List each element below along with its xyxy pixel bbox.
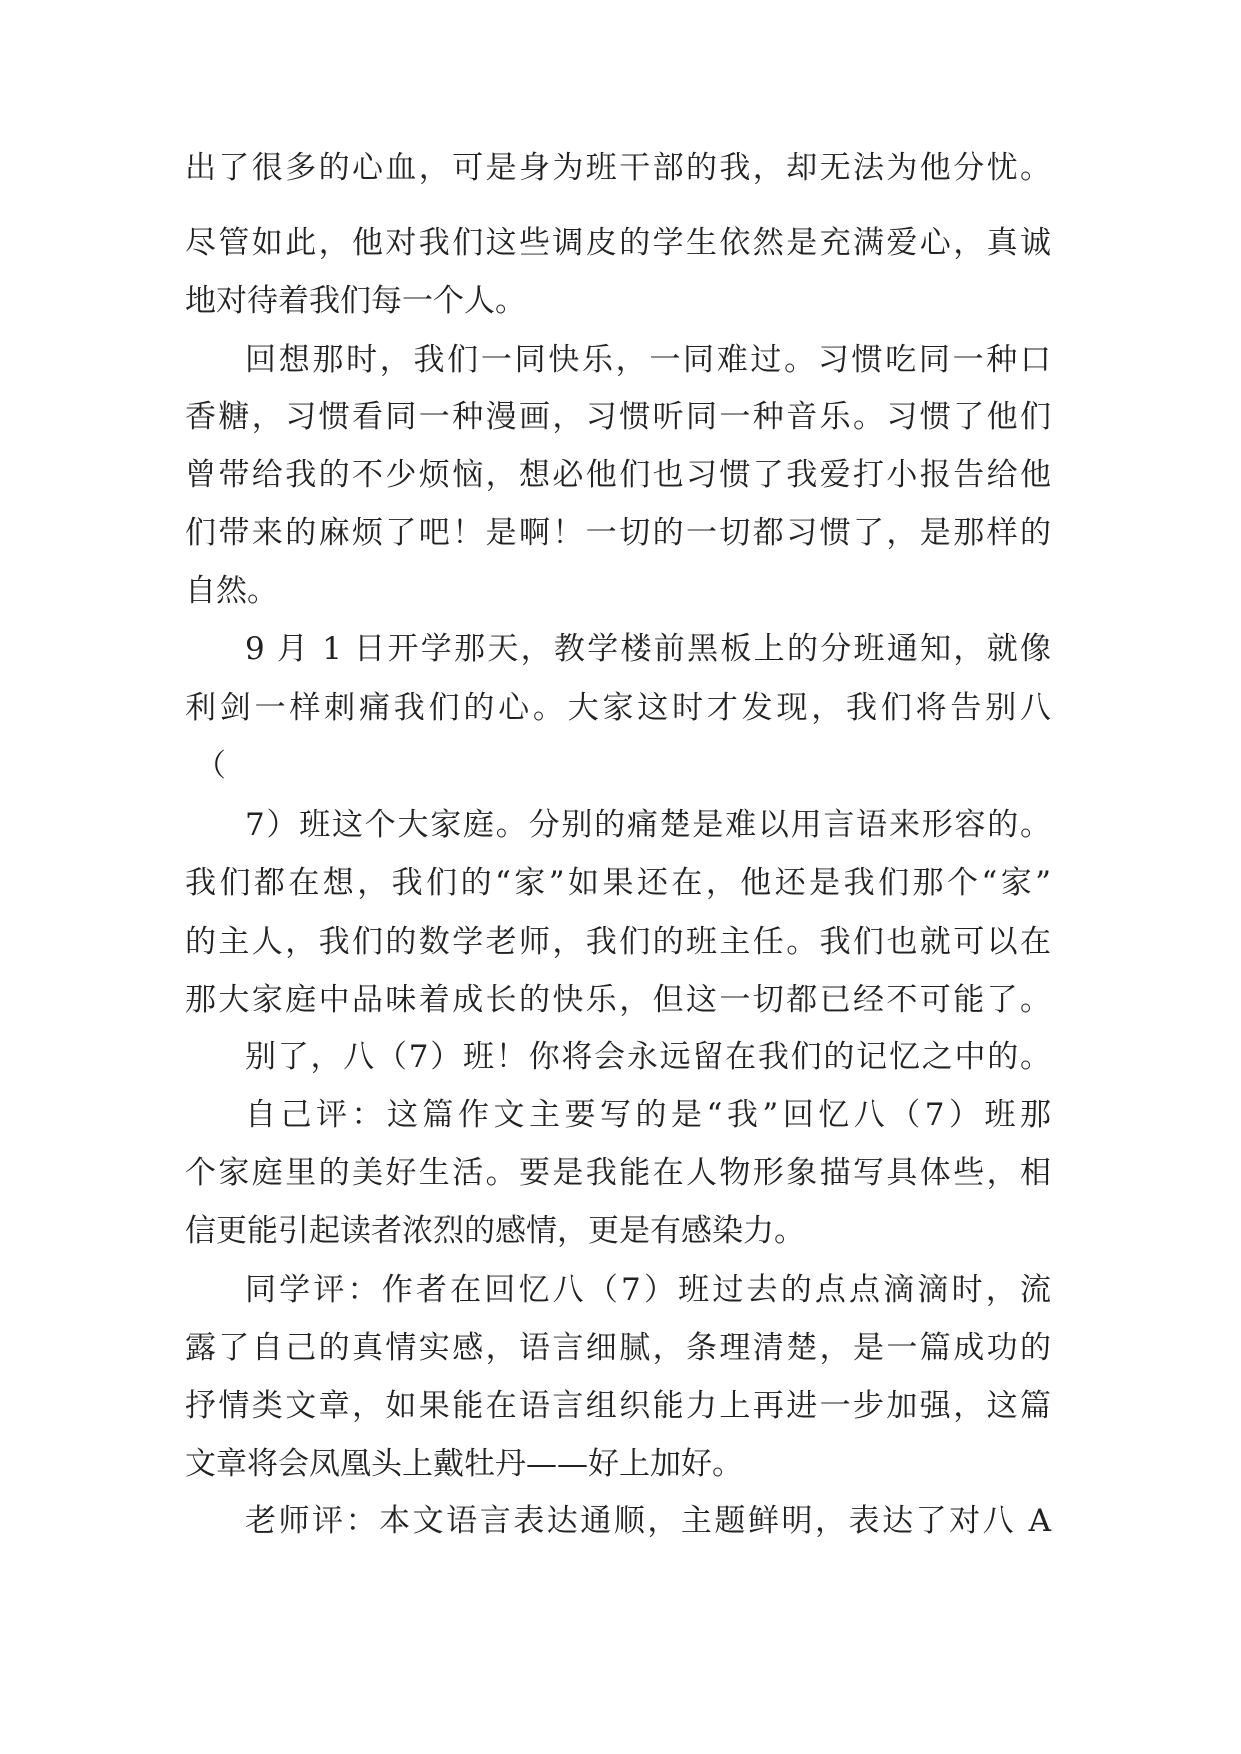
text-line-19: 信更能引起读者浓烈的感情，更是有感染力。 xyxy=(185,1213,805,1249)
text-line-2: 尽管如此，他对我们这些调皮的学生依然是充满爱心，真诚 xyxy=(185,225,1051,261)
text-line-14: 的主人，我们的数学老师，我们的班主任。我们也就可以在 xyxy=(185,924,1051,960)
text-line-15: 那大家庭中品味着成长的快乐，但这一切都已经不可能了。 xyxy=(185,982,1051,1018)
text-line-24: 老师评：本文语言表达通顺，主题鲜明，表达了对八 A xyxy=(245,1503,1051,1539)
text-line-17: 自己评：这篇作文主要写的是“我”回忆八（7）班那 xyxy=(245,1097,1051,1133)
text-line-8: 自然。 xyxy=(185,573,278,609)
text-line-4: 回想那时，我们一同快乐，一同难过。习惯吃同一种口 xyxy=(245,342,1051,378)
text-line-11: （ xyxy=(195,748,226,784)
text-line-1: 出了很多的心血，可是身为班干部的我，却无法为他分忧。 xyxy=(185,150,1051,186)
text-line-23: 文章将会凤凰头上戴牡丹——好上加好。 xyxy=(185,1446,743,1482)
text-line-3: 地对待着我们每一个人。 xyxy=(185,283,526,319)
text-line-13: 我们都在想，我们的“家”如果还在，他还是我们那个“家” xyxy=(185,865,1051,901)
text-line-16: 别了，八（7）班！你将会永远留在我们的记忆之中的。 xyxy=(245,1039,1051,1075)
text-line-21: 露了自己的真情实感，语言细腻，条理清楚，是一篇成功的 xyxy=(185,1330,1051,1366)
text-line-22: 抒情类文章，如果能在语言组织能力上再进一步加强，这篇 xyxy=(185,1388,1051,1424)
text-line-6: 曾带给我的不少烦恼，想必他们也习惯了我爱打小报告给他 xyxy=(185,457,1051,493)
text-line-10: 利剑一样刺痛我们的心。大家这时才发现，我们将告别八 xyxy=(185,690,1051,726)
text-line-7: 们带来的麻烦了吧！是啊！一切的一切都习惯了，是那样的 xyxy=(185,515,1051,551)
text-line-5: 香糖，习惯看同一种漫画，习惯听同一种音乐。习惯了他们 xyxy=(185,399,1051,435)
text-line-9: 9 月 1 日开学那天，教学楼前黑板上的分班通知，就像 xyxy=(245,631,1051,667)
text-line-20: 同学评：作者在回忆八（7）班过去的点点滴滴时，流 xyxy=(245,1272,1051,1308)
text-line-12: 7）班这个大家庭。分别的痛楚是难以用言语来形容的。 xyxy=(245,807,1051,843)
text-line-18: 个家庭里的美好生活。要是我能在人物形象描写具体些，相 xyxy=(185,1155,1051,1191)
